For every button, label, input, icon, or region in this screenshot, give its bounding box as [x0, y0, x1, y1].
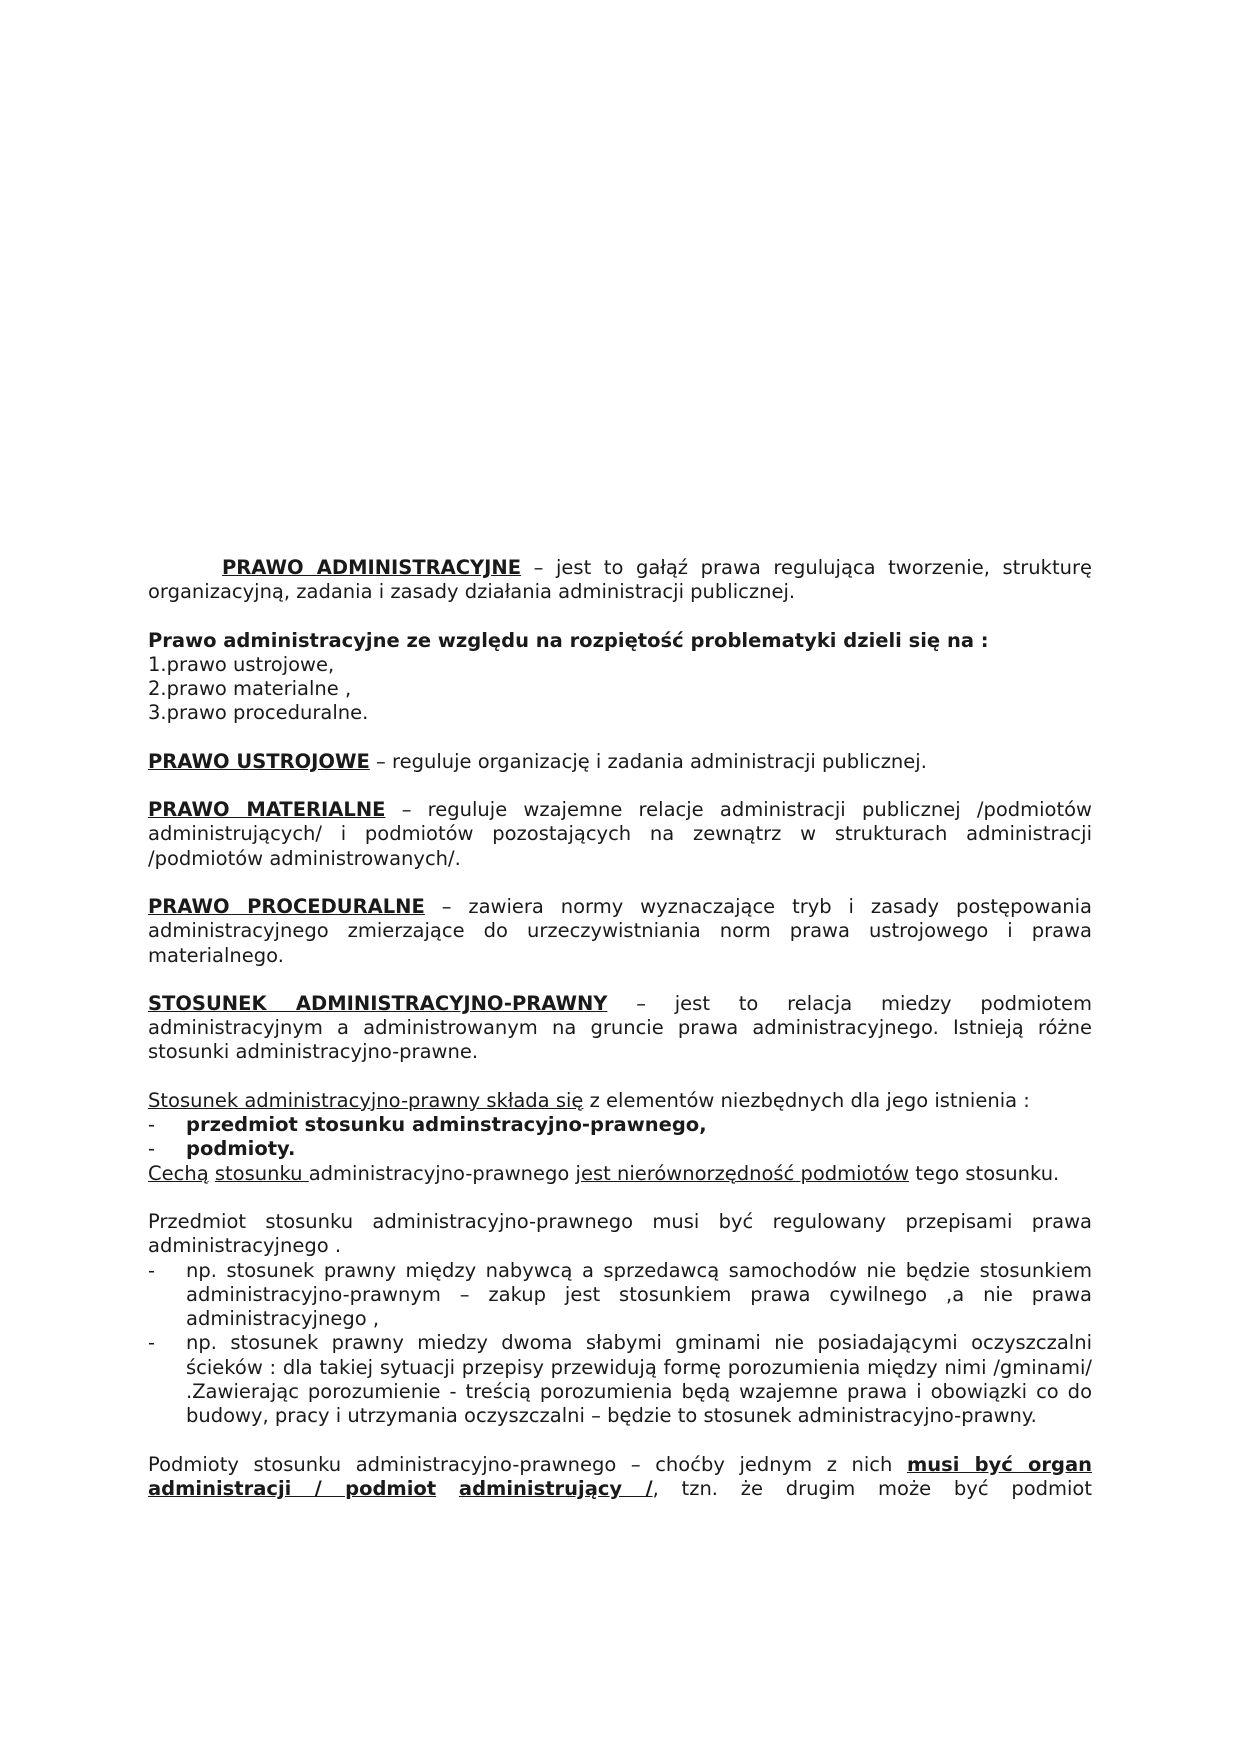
paragraph-podmioty — [148, 1453, 1092, 1526]
cecha-text: administracyjno-prawnego — [308, 1161, 576, 1185]
paragraph-ustrojowe — [148, 750, 1092, 774]
podmioty-administrujacy: administrujący / — [458, 1476, 653, 1500]
list-item — [148, 1137, 1092, 1161]
term-prawo-administracyjne: PRAWO ADMINISTRACYJNE — [222, 556, 522, 579]
materialne-text: – reguluje wzajemne relacje administracji publicznej /podmiotów administrujących/ i podmiotów pozostających na zewnątrz w strukturach administracji /podmiotów administrowanych/. — [148, 798, 1092, 870]
example-text: np. stosunek prawny miedzy dwoma słabymi gminami nie posiadającymi oczyszczalni ścieków : dla takiej sytuacji przepisy przewidują formę porozumienia między nimi /gminami/ .Zawierając porozumienie - treścią porozumienia będą wzajemne prawa i obowiązki co do budowy, pracy i utrzymania oczyszczalni – będzie to stosunek administracyjno-prawny. — [186, 1331, 1092, 1428]
podmioty-end: , tzn. że drugim może być podmiot — [652, 1476, 1092, 1500]
dash-marker: - — [148, 1113, 156, 1137]
cecha-word: Cechą — [148, 1161, 209, 1185]
term-prawo-proceduralne: PRAWO PROCEDURALNE — [148, 894, 425, 918]
paragraph-materialne — [148, 798, 1092, 871]
cecha-stosunku: stosunku — [214, 1161, 309, 1185]
term-prawo-materialne: PRAWO MATERIALNE — [148, 798, 386, 822]
cecha-nierownorzednosc: jest nierównorzędność podmiotów — [575, 1161, 910, 1185]
ustrojowe-text: – reguluje organizację i zadania administracji publicznej. — [369, 749, 927, 773]
cecha-end: tego stosunku. — [909, 1161, 1060, 1185]
dash-marker: - — [148, 1258, 156, 1282]
example-text: np. stosunek prawny między nabywcą a sprzedawcą samochodów nie będzie stosunkiem administracyjno-prawnym – zakup jest stosunkiem prawa cywilnego ,a nie prawa administracyjnego , — [186, 1258, 1092, 1331]
podmioty-space — [436, 1477, 459, 1500]
paragraph-przedmiot: Przedmiot stosunku administracyjno-prawnego musi być regulowany przepisami prawa administracyjnego . — [148, 1209, 1092, 1258]
definition-text: – jest to gałąź prawa regulująca tworzenie, strukturę organizacyjną, zadania i zasady działania administracji publicznej. — [148, 556, 1092, 604]
paragraph-proceduralne — [148, 895, 1092, 968]
proceduralne-text: – zawiera normy wyznaczające tryb i zasady postępowania administracyjnego zmierzające do urzeczywistniania norm prawa ustrojowego i prawa materialnego. — [148, 894, 1092, 967]
stosunek-text: – jest to relacja miedzy podmiotem administracyjnym a administrowanym na gruncie prawa administracyjnego. Istnieją różne stosunki administracyjno-prawne. — [148, 991, 1092, 1064]
list-item: 2.prawo materialne , — [148, 677, 352, 701]
classification-heading: Prawo administracyjne ze względu na rozpiętość problematyki dzieli się na : — [148, 628, 989, 652]
podmioty-text: Podmioty stosunku administracyjno-prawnego – choćby jednym z nich — [148, 1452, 907, 1476]
paragraph-cecha — [148, 1162, 1092, 1186]
term-stosunek: STOSUNEK ADMINISTRACYJNO-PRAWNY — [148, 991, 608, 1015]
elementy-lead: Stosunek administracyjno-prawny składa się — [148, 1088, 584, 1112]
element-przedmiot: przedmiot stosunku adminstracyjno-prawnego, — [186, 1113, 707, 1137]
podmioty-organ: musi być organ administracji / podmiot — [148, 1452, 1092, 1500]
list-item: 1.prawo ustrojowe, — [148, 652, 335, 676]
elementy-text: z elementów niezbędnych dla jego istnienia : — [583, 1088, 1030, 1112]
list-item: 3.prawo proceduralne. — [148, 701, 369, 725]
paragraph-definition — [148, 556, 1092, 605]
list-item — [148, 1113, 1092, 1137]
document-body — [148, 556, 1092, 1526]
paragraph-elementy — [148, 1089, 1092, 1113]
list-item — [148, 1259, 1092, 1332]
element-podmioty: podmioty. — [186, 1137, 296, 1161]
dash-marker: - — [148, 1331, 156, 1355]
list-item — [148, 1331, 1092, 1428]
paragraph-stosunek — [148, 992, 1092, 1065]
term-prawo-ustrojowe: PRAWO USTROJOWE — [148, 749, 370, 773]
dash-marker: - — [148, 1137, 156, 1161]
